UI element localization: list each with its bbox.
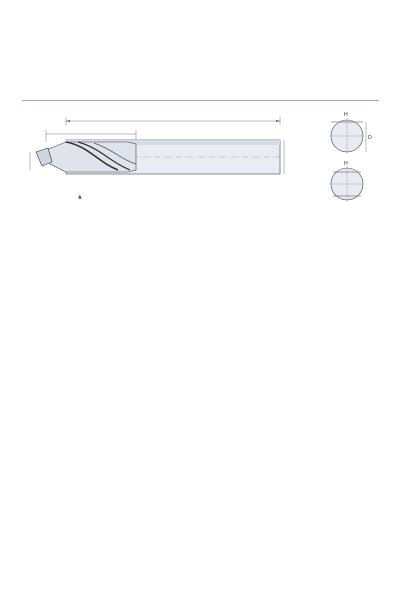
svg-text:H: H xyxy=(344,112,348,118)
svg-text:▲: ▲ xyxy=(78,194,82,200)
figure-1-section xyxy=(322,108,382,158)
header-divider xyxy=(22,100,379,101)
boring-bar-drawing xyxy=(18,112,298,202)
figure-2-section xyxy=(322,160,382,204)
svg-text:H: H xyxy=(344,161,348,167)
svg-text:D: D xyxy=(368,135,372,141)
